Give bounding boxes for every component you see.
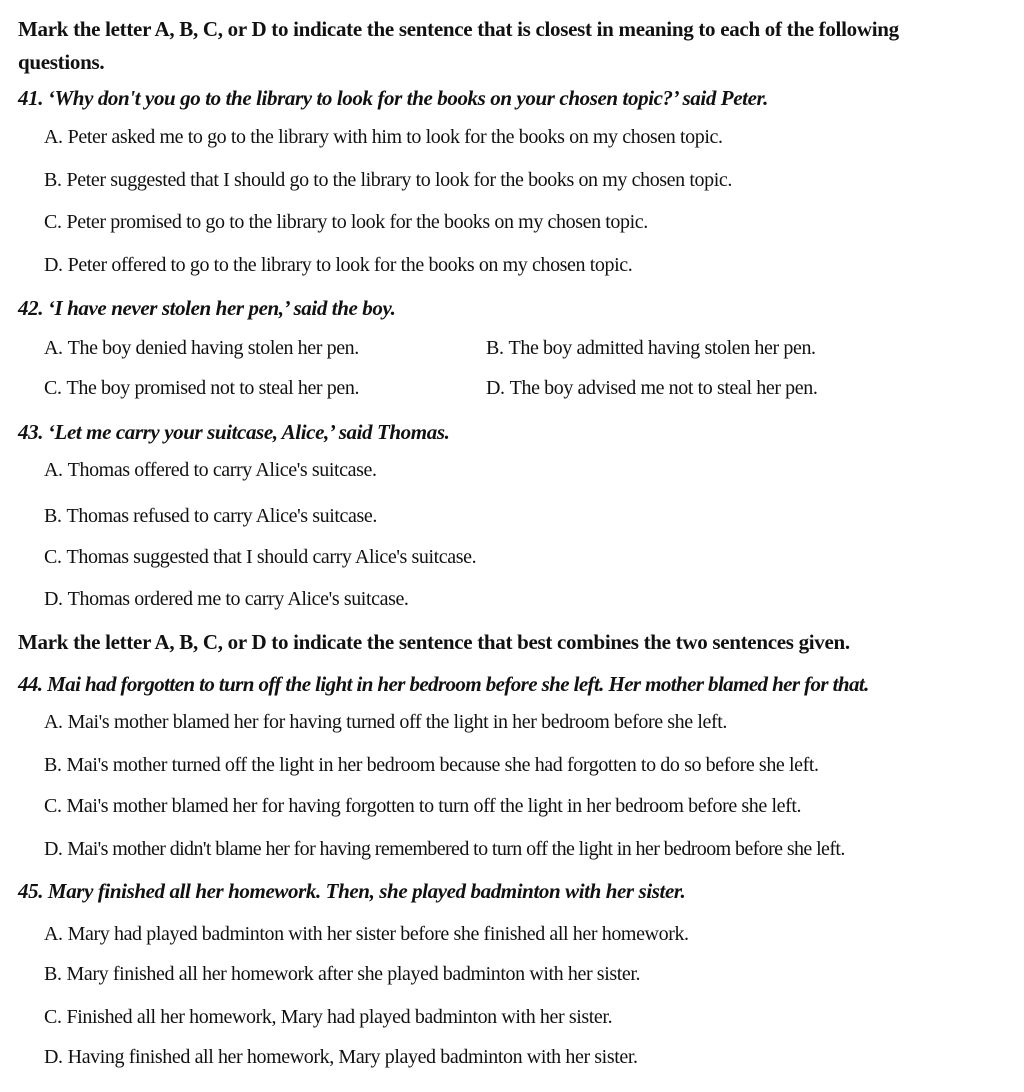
option-text: Mai's mother didn't blame her for having remembered to turn off the light in her bedroom before she left. (67, 838, 845, 860)
option-letter: C. (44, 1006, 62, 1028)
q45-option-d (44, 1047, 638, 1067)
option-letter: A. (44, 459, 63, 481)
q44-option-c (44, 796, 801, 816)
q43-option-a (44, 460, 377, 480)
option-text: Thomas refused to carry Alice's suitcase. (66, 505, 377, 527)
question-text: Mai had forgotten to turn off the light in her bedroom before she left. Her mother blamed her for that. (47, 672, 869, 696)
question-number: 45. (18, 879, 44, 903)
option-letter: B. (486, 337, 504, 359)
q42-option-c (44, 378, 359, 398)
option-text: The boy advised me not to steal her pen. (509, 377, 818, 399)
question-number: 41. (18, 86, 44, 110)
q44-option-a (44, 712, 727, 732)
q41-option-d (44, 255, 632, 275)
option-text: Finished all her homework, Mary had played badminton with her sister. (66, 1006, 613, 1028)
q43-option-c (44, 547, 476, 567)
option-letter: D. (44, 1046, 63, 1068)
q45-option-a (44, 924, 689, 944)
option-text: Mary finished all her homework after she played badminton with her sister. (66, 963, 641, 985)
option-text: The boy denied having stolen her pen. (67, 337, 359, 359)
option-text: Mai's mother turned off the light in her bedroom because she had forgotten to do so before she left. (66, 754, 819, 776)
option-letter: D. (486, 377, 505, 399)
option-text: Peter promised to go to the library to look for the books on my chosen topic. (66, 211, 648, 233)
option-text: Thomas offered to carry Alice's suitcase. (67, 459, 377, 481)
question-44 (18, 674, 869, 695)
option-letter: A. (44, 711, 63, 733)
q43-option-b (44, 506, 377, 526)
question-41 (18, 88, 768, 109)
q42-option-b (486, 338, 816, 358)
q42-option-d (486, 378, 817, 398)
question-text: ‘Let me carry your suitcase, Alice,’ said Thomas. (47, 420, 450, 444)
q42-option-a (44, 338, 359, 358)
q41-option-c (44, 212, 648, 232)
question-42 (18, 298, 395, 319)
option-letter: D. (44, 588, 63, 610)
q41-option-a (44, 127, 723, 147)
question-number: 44. (18, 672, 43, 696)
option-text: Mary had played badminton with her sister before she finished all her homework. (67, 923, 689, 945)
section-instruction-line-2: questions. (18, 50, 105, 74)
option-letter: C. (44, 795, 62, 817)
option-text: Peter suggested that I should go to the library to look for the books on my chosen topic. (66, 169, 732, 191)
question-43 (18, 422, 449, 443)
option-letter: B. (44, 169, 62, 191)
option-letter: A. (44, 126, 63, 148)
section-instruction-combine: Mark the letter A, B, C, or D to indicate the sentence that best combines the two sentences given. (18, 630, 850, 654)
question-text: Mary finished all her homework. Then, she played badminton with her sister. (47, 879, 686, 903)
question-number: 43. (18, 420, 44, 444)
option-letter: C. (44, 546, 62, 568)
option-letter: C. (44, 377, 62, 399)
option-text: Mai's mother blamed her for having forgotten to turn off the light in her bedroom before she left. (66, 795, 802, 817)
option-text: The boy promised not to steal her pen. (66, 377, 360, 399)
option-letter: D. (44, 254, 63, 276)
option-text: Mai's mother blamed her for having turned off the light in her bedroom before she left. (67, 711, 727, 733)
q44-option-d (44, 839, 845, 859)
option-letter: A. (44, 337, 63, 359)
q44-option-b (44, 755, 819, 775)
q45-option-b (44, 964, 640, 984)
q43-option-d (44, 589, 409, 609)
option-text: Peter asked me to go to the library with him to look for the books on my chosen topic. (67, 126, 723, 148)
option-text: Peter offered to go to the library to look for the books on my chosen topic. (67, 254, 633, 276)
option-letter: B. (44, 754, 62, 776)
question-text: ‘I have never stolen her pen,’ said the boy. (47, 296, 396, 320)
option-text: Thomas ordered me to carry Alice's suitcase. (67, 588, 409, 610)
option-letter: A. (44, 923, 63, 945)
question-45 (18, 881, 685, 902)
option-letter: B. (44, 505, 62, 527)
q41-option-b (44, 170, 732, 190)
question-number: 42. (18, 296, 44, 320)
option-letter: B. (44, 963, 62, 985)
q45-option-c (44, 1007, 612, 1027)
option-text: Thomas suggested that I should carry Alice's suitcase. (66, 546, 477, 568)
section-instruction-line-1: Mark the letter A, B, C, or D to indicate the sentence that is closest in meaning to each of the following (18, 17, 899, 41)
question-text: ‘Why don't you go to the library to look for the books on your chosen topic?’ said Peter. (47, 86, 768, 110)
option-letter: C. (44, 211, 62, 233)
option-text: Having finished all her homework, Mary played badminton with her sister. (67, 1046, 638, 1068)
option-letter: D. (44, 838, 63, 860)
option-text: The boy admitted having stolen her pen. (508, 337, 816, 359)
